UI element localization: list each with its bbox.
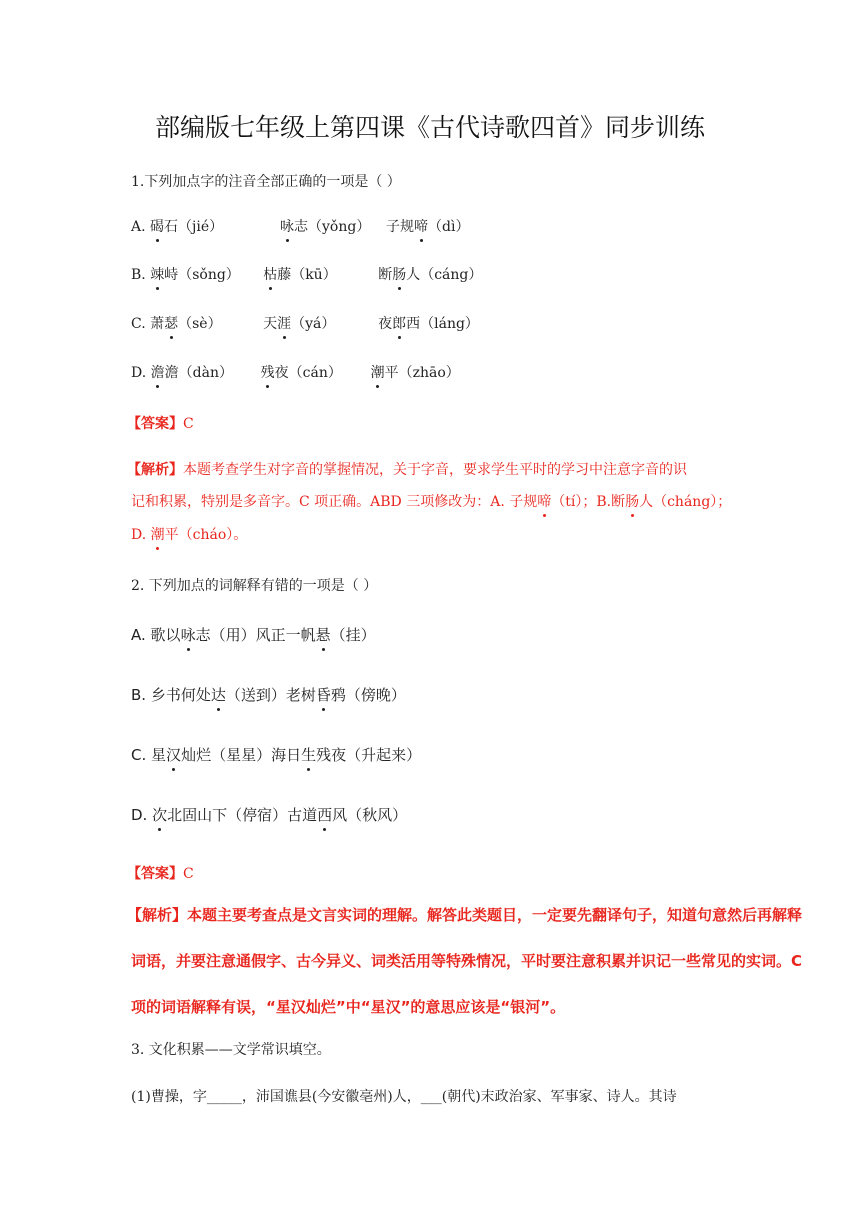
page-title: 部编版七年级上第四课《古代诗歌四首》同步训练: [154, 113, 705, 142]
q2-explanation-line-3: 项的词语解释有误，“星汉灿烂”中“星汉”的意思应该是“银河”。: [131, 998, 566, 1016]
option-label: D.: [131, 365, 147, 381]
q1-answer: 【答案】C: [127, 416, 194, 432]
q1-explanation-line-2: 记和积累，特别是多音字。C 项正确。ABD 三项修改为：A. 子规啼（tí）；B.断肠人（cháng）；: [131, 494, 732, 510]
option-label: A.: [131, 219, 146, 235]
q1-explanation-line-1: 【解析】本题考查学生对字音的掌握情况，关于字音，要求学生平时的学习中注意字音的识: [127, 462, 687, 478]
q2-explanation-line-2: 词语，并要注意通假字、古今异义、词类活用等特殊情况，平时要注意积累并识记一些常见的实词。C: [131, 952, 803, 970]
q1-option-b: B. 竦峙（sǒng） 枯藤（kū） 断肠人（cáng）: [131, 267, 483, 283]
q2-explanation-line-1: 【解析】本题主要考查点是文言实词的理解。解答此类题目，一定要先翻译句子，知道句意然后再解释: [127, 906, 803, 924]
q2-answer: 【答案】C: [127, 866, 194, 882]
question-3-sub-1: (1)曹操，字_____，沛国谯县(今安徽亳州)人，___(朝代)末政治家、军事家、诗人。其诗: [131, 1089, 677, 1105]
q2-option-a: A. 歌以咏志（用）风正一帆悬（挂）: [131, 626, 376, 644]
option-label: C.: [131, 316, 146, 332]
q1-option-d: D. 澹澹（dàn） 残夜（cán） 潮平（zhāo）: [131, 365, 460, 381]
question-3-stem: 3. 文化积累——文学常识填空。: [131, 1042, 331, 1058]
question-1-stem: 1.下列加点字的注音全部正确的一项是（ ）: [131, 174, 401, 190]
q2-option-d: D. 次北固山下（停宿）古道西风（秋风）: [131, 806, 408, 824]
q1-option-c: C. 萧瑟（sè） 天涯（yá） 夜郎西（láng）: [131, 316, 479, 332]
q2-option-b: B. 乡书何处达（送到）老树昏鸦（傍晚）: [131, 686, 406, 704]
q2-option-c: C. 星汉灿烂（星星）海日生残夜（升起来）: [131, 746, 422, 764]
q1-option-a: A. 碣石（jié） 咏志（yǒng） 子规啼（dì）: [131, 219, 470, 235]
question-2-stem: 2. 下列加点的词解释有错的一项是（ ）: [131, 578, 378, 594]
q1-explanation-line-3: D. 潮平（cháo）。: [131, 527, 248, 543]
option-label: B.: [131, 267, 146, 283]
